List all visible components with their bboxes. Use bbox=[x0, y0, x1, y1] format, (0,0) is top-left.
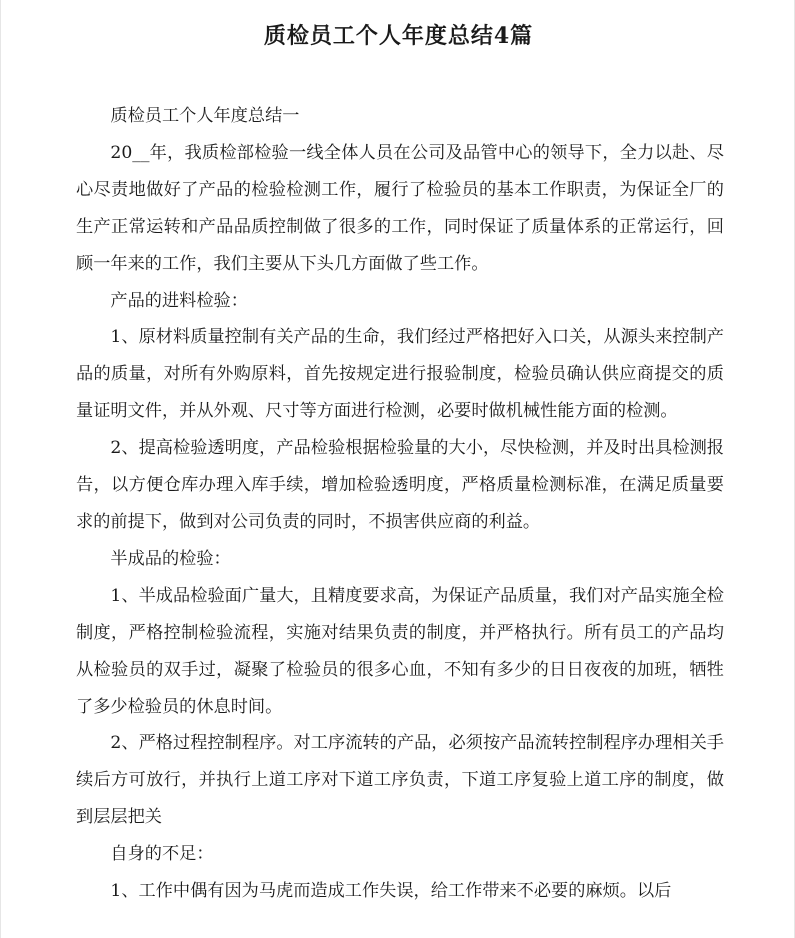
body-paragraph: 2、严格过程控制程序。对工序流转的产品，必须按产品流转控制程序办理相关手续后方可放行，并执行上道工序对下道工序负责，下道工序复验上道工序的制度，做到层层把关 bbox=[76, 733, 724, 828]
body-paragraph: 1、半成品检验面广量大，且精度要求高，为保证产品质量，我们对产品实施全检制度，严格控制检验流程，实施对结果负责的制度，并严格执行。所有员工的产品均从检验员的双手过，凝聚了检验员的很多心血，不知有多少的日日夜夜的加班，牺牲了多少检验员的休息时间。 bbox=[76, 585, 724, 717]
document-title: 质检员工个人年度总结4篇 bbox=[263, 23, 534, 49]
section-heading: 产品的进料检验： bbox=[110, 290, 248, 311]
body-paragraph: 20__年，我质检部检验一线全体人员在公司及品管中心的领导下，全力以赴、尽心尽责地做好了产品的检验检测工作，履行了检验员的基本工作职责，为保证全厂的生产正常运转和产品品质控制做了很多的工作，同时保证了质量体系的正常运行，回顾一年来的工作，我们主要从下头几方面做了些工作。 bbox=[76, 142, 724, 274]
body-paragraph: 1、原材料质量控制有关产品的生命，我们经过严格把好入口关，从源头来控制产品的质量，对所有外购原料，首先按规定进行报验制度，检验员确认供应商提交的质量证明文件，并从外观、尺寸等方面进行检测，必要时做机械性能方面的检测。 bbox=[76, 327, 724, 422]
section-heading: 质检员工个人年度总结一 bbox=[110, 106, 300, 126]
body-paragraph: 1、工作中偶有因为马虎而造成工作失误，给工作带来不必要的麻烦。以后 bbox=[110, 881, 672, 902]
body-paragraph: 2、提高检验透明度，产品检验根据检验量的大小，尽快检测，并及时出具检测报告，以方便仓库办理入库手续，增加检验透明度，严格质量检测标准，在满足质量要求的前提下，做到对公司负责的同时，不损害供应商的利益。 bbox=[76, 438, 724, 532]
document-body bbox=[76, 98, 724, 910]
section-heading: 自身的不足： bbox=[110, 844, 214, 865]
section-heading: 半成品的检验： bbox=[110, 548, 231, 569]
